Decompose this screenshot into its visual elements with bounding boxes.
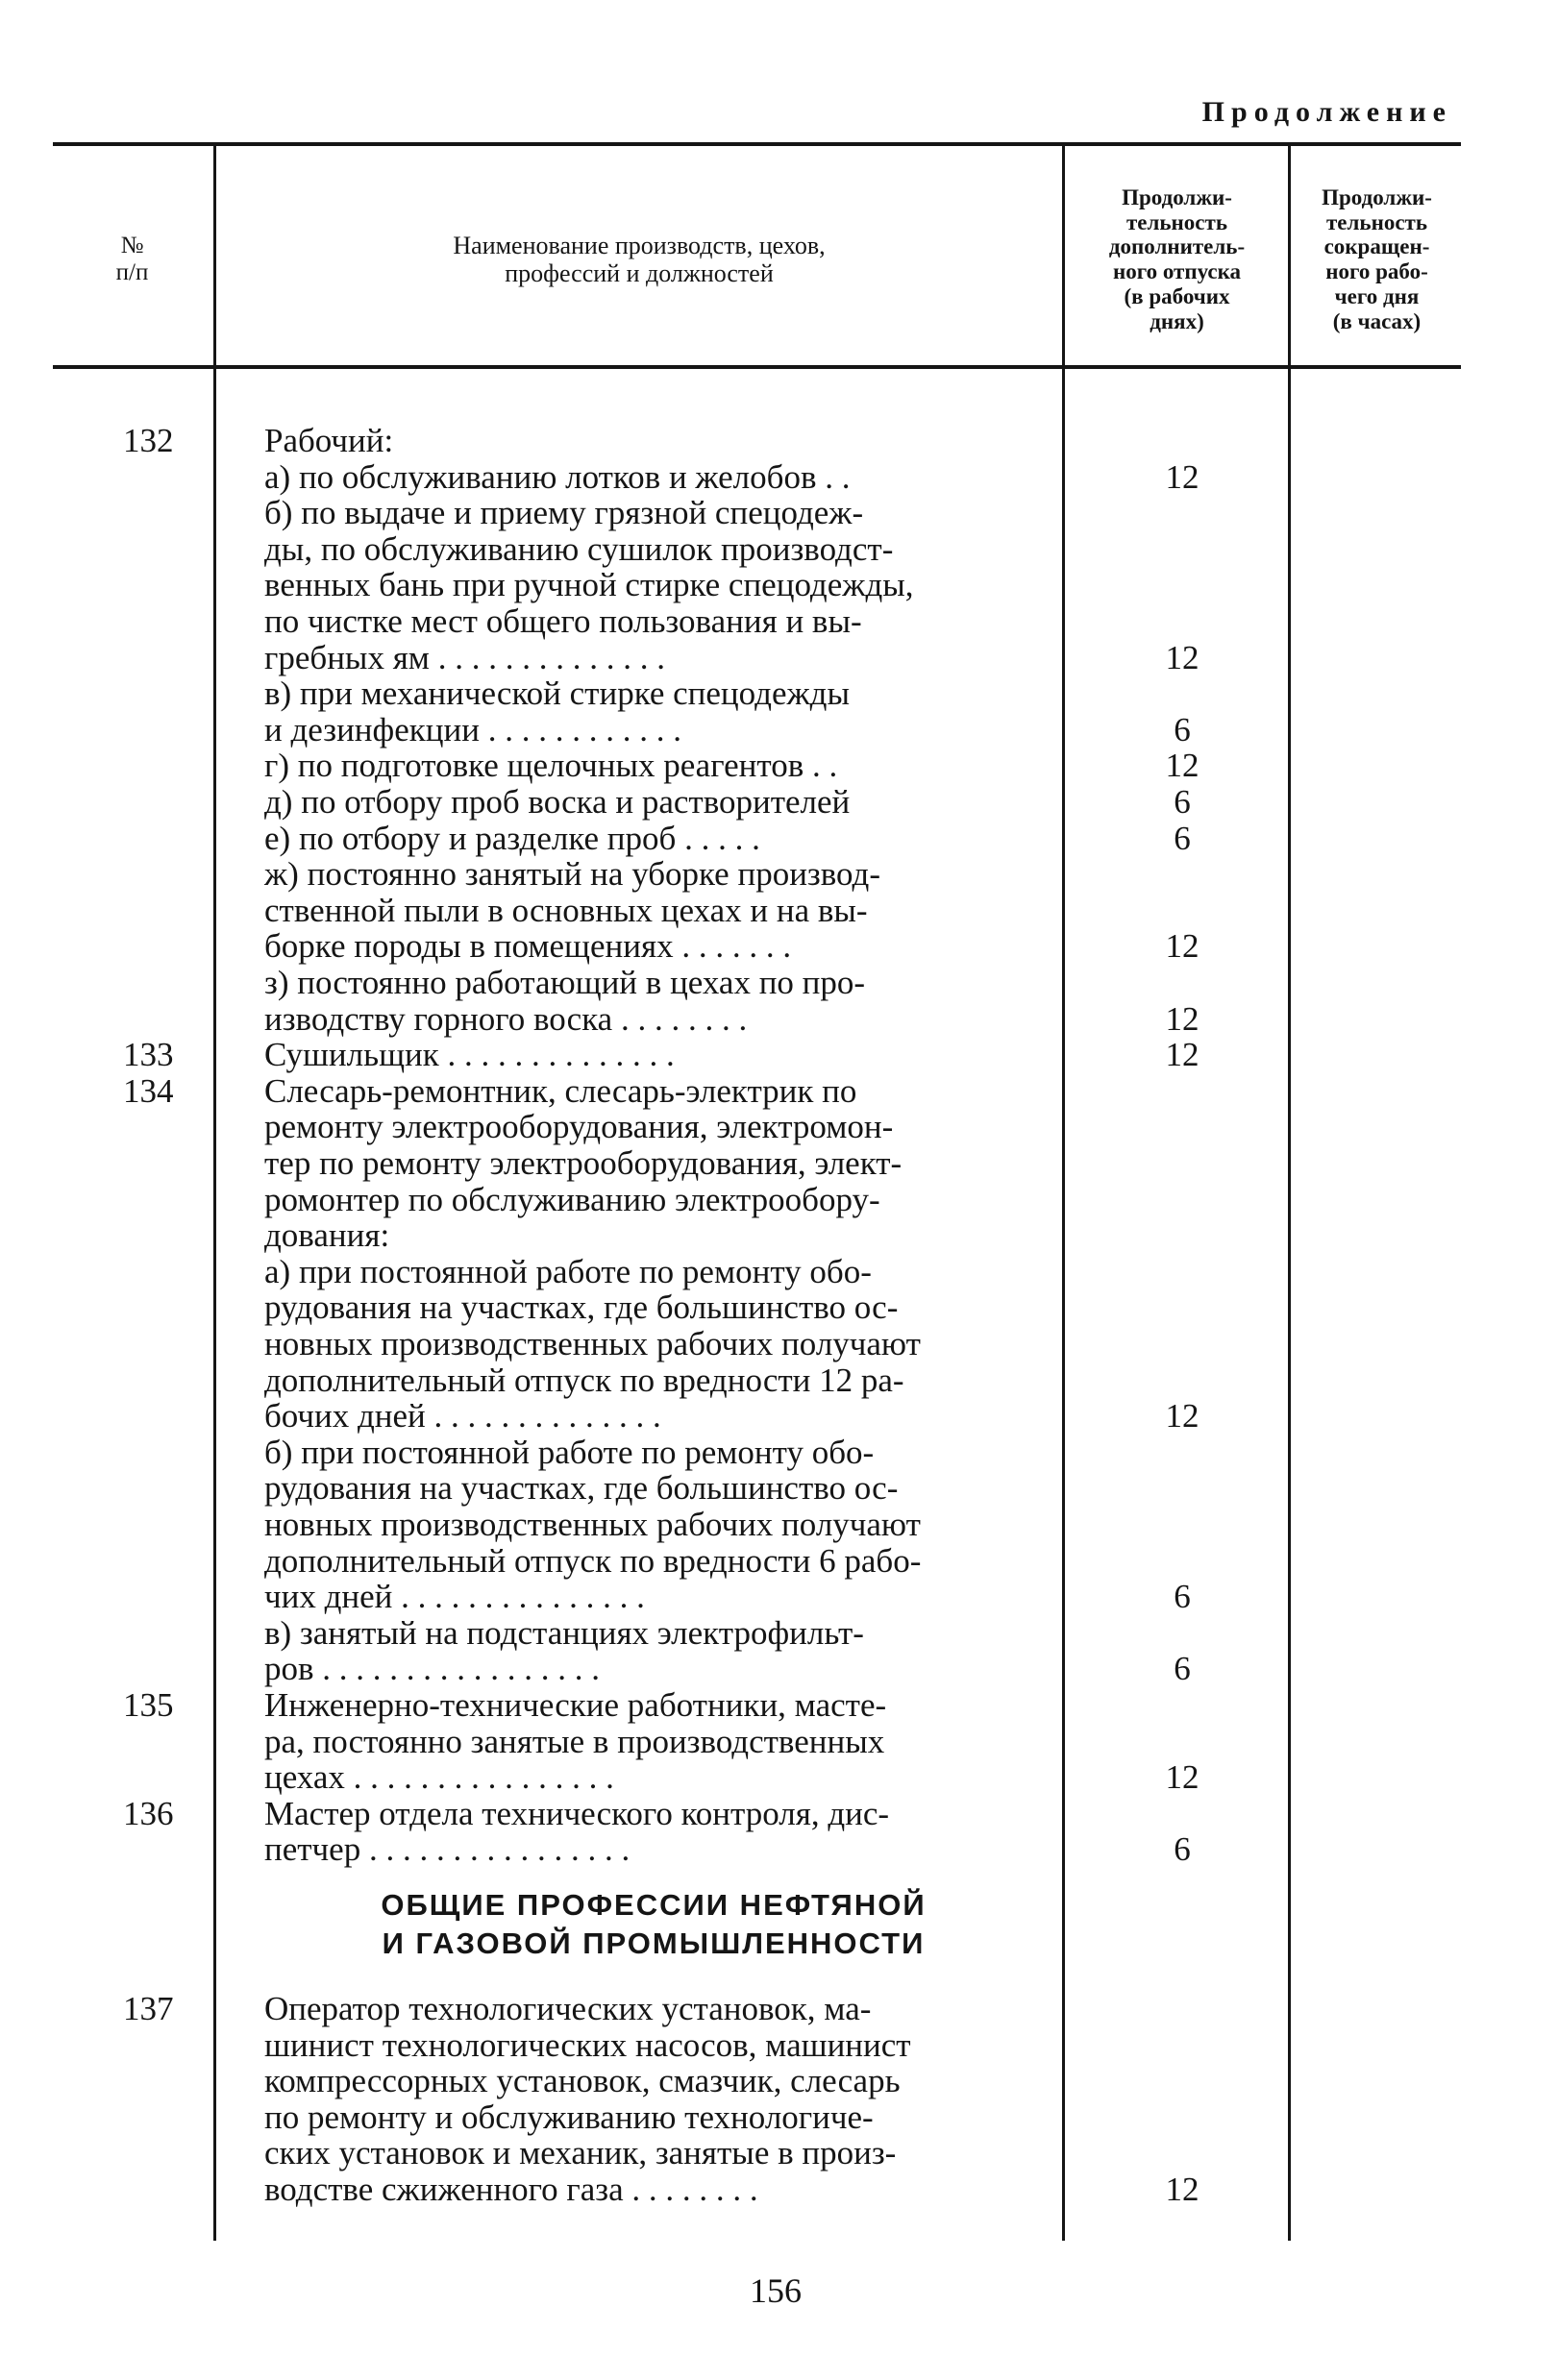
column-divider-num (213, 146, 216, 2241)
row-text: рудования на участках, где большинство ос- (264, 1469, 899, 1508)
page-number: 156 (750, 2271, 802, 2310)
column-divider-days (1288, 146, 1291, 2241)
row-text: ромонтер по обслуживанию электрообору- (264, 1180, 880, 1218)
header-extra-leave-days: Продолжи- тельность дополнитель- ного отпуска (в рабочих днях) (1108, 184, 1246, 333)
row-number: 136 (123, 1794, 174, 1832)
row-text: чих дней . . . . . . . . . . . . . . . (264, 1578, 645, 1616)
row-extra-leave-days: 12 (1165, 927, 1199, 966)
row-text: дополнительный отпуск по вредности 6 рабо- (264, 1541, 922, 1580)
row-text: б) по выдаче и приему грязной спецодеж- (264, 494, 864, 532)
row-text: б) при постоянной работе по ремонту обо- (264, 1433, 875, 1471)
row-extra-leave-days: 12 (1165, 1397, 1199, 1435)
row-text: шинист технологических насосов, машинист (264, 2025, 911, 2064)
header-number: № п/п (115, 233, 149, 285)
row-number: 132 (123, 422, 174, 459)
row-extra-leave-days: 6 (1174, 1578, 1191, 1616)
row-text: рудования на участках, где большинство ос- (264, 1288, 899, 1327)
row-text: д) по отбору проб воска и растворителей (264, 783, 851, 821)
row-text: г) по подготовке щелочных реагентов . . (264, 747, 838, 785)
row-text: Инженерно-технические работники, масте- (264, 1686, 887, 1724)
row-text: борке породы в помещениях . . . . . . . (264, 927, 792, 966)
row-text: новных производственных рабочих получают (264, 1506, 921, 1543)
row-text: по ремонту и обслуживанию технологиче- (264, 2098, 874, 2136)
row-text: а) при постоянной работе по ремонту обо- (264, 1252, 872, 1290)
section-title-line-2: И ГАЗОВОЙ ПРОМЫШЛЕННОСТИ (382, 1926, 926, 1960)
continuation-label: Продолжение (1201, 96, 1452, 128)
row-text: Мастер отдела технического контроля, дис- (264, 1794, 890, 1832)
row-text: ров . . . . . . . . . . . . . . . . . (264, 1650, 601, 1688)
row-extra-leave-days: 12 (1165, 999, 1199, 1038)
row-extra-leave-days: 12 (1165, 1758, 1199, 1797)
row-text: дополнительный отпуск по вредности 12 ра- (264, 1361, 904, 1399)
row-extra-leave-days: 12 (1165, 457, 1199, 496)
row-text: ж) постоянно занятый на уборке производ- (264, 855, 880, 894)
row-text: в) при механической стирке спецодежды (264, 675, 850, 713)
row-text: Оператор технологических установок, ма- (264, 1990, 872, 2027)
header-reduced-day-hours: Продолжи- тельность сокращен- ного рабо- чего дня (в часах) (1322, 184, 1432, 333)
row-text: компрессорных установок, смазчик, слесарь (264, 2062, 901, 2100)
row-text: Слесарь-ремонтник, слесарь-электрик по (264, 1071, 857, 1110)
row-number: 135 (123, 1686, 174, 1724)
row-extra-leave-days: 12 (1165, 638, 1199, 676)
row-extra-leave-days: 6 (1174, 1650, 1191, 1688)
row-text: ских установок и механик, занятые в произ- (264, 2134, 897, 2172)
row-text: ственной пыли в основных цехах и на вы- (264, 891, 868, 929)
row-text: бочих дней . . . . . . . . . . . . . . (264, 1397, 661, 1435)
row-number: 133 (123, 1036, 174, 1074)
row-extra-leave-days: 6 (1174, 710, 1191, 748)
row-text: тер по ремонту электрооборудования, элект- (264, 1144, 903, 1182)
header-bottom-rule (53, 365, 1461, 369)
row-text: ремонту электрооборудования, электромон- (264, 1108, 894, 1146)
row-text: гребных ям . . . . . . . . . . . . . . (264, 638, 665, 676)
table-top-rule (53, 142, 1461, 146)
row-extra-leave-days: 12 (1165, 1036, 1199, 1074)
row-text: Сушильщик . . . . . . . . . . . . . . (264, 1036, 675, 1074)
row-text: дования: (264, 1216, 390, 1255)
row-text: водстве сжиженного газа . . . . . . . . (264, 2171, 758, 2208)
row-text: ра, постоянно занятые в производственных (264, 1722, 885, 1760)
row-extra-leave-days: 6 (1174, 819, 1191, 857)
row-text: новных производственных рабочих получают (264, 1325, 921, 1362)
row-text: цехах . . . . . . . . . . . . . . . . (264, 1758, 614, 1797)
row-text: а) по обслуживанию лотков и желобов . . (264, 457, 851, 496)
header-name: Наименование производств, цехов, профессий и должностей (453, 231, 826, 287)
row-text: в) занятый на подстанциях электрофильт- (264, 1613, 864, 1652)
column-divider-name (1062, 146, 1065, 2241)
row-extra-leave-days: 6 (1174, 1830, 1191, 1869)
row-text: петчер . . . . . . . . . . . . . . . . (264, 1830, 631, 1869)
row-text: е) по отбору и разделке проб . . . . . (264, 819, 760, 857)
row-text: з) постоянно работающий в цехах по про- (264, 964, 866, 1001)
row-text: и дезинфекции . . . . . . . . . . . . (264, 710, 681, 748)
row-extra-leave-days: 12 (1165, 2171, 1199, 2208)
row-text: венных бань при ручной стирке спецодежды, (264, 566, 914, 604)
row-text: ды, по обслуживанию сушилок производст- (264, 529, 894, 568)
row-text: по чистке мест общего пользования и вы- (264, 602, 862, 640)
section-title-line-1: ОБЩИЕ ПРОФЕССИИ НЕФТЯНОЙ (381, 1888, 927, 1922)
row-extra-leave-days: 6 (1174, 783, 1191, 821)
row-text: изводству горного воска . . . . . . . . (264, 999, 748, 1038)
row-number: 134 (123, 1071, 174, 1110)
row-extra-leave-days: 12 (1165, 747, 1199, 785)
row-number: 137 (123, 1990, 174, 2027)
row-text: Рабочий: (264, 422, 394, 459)
